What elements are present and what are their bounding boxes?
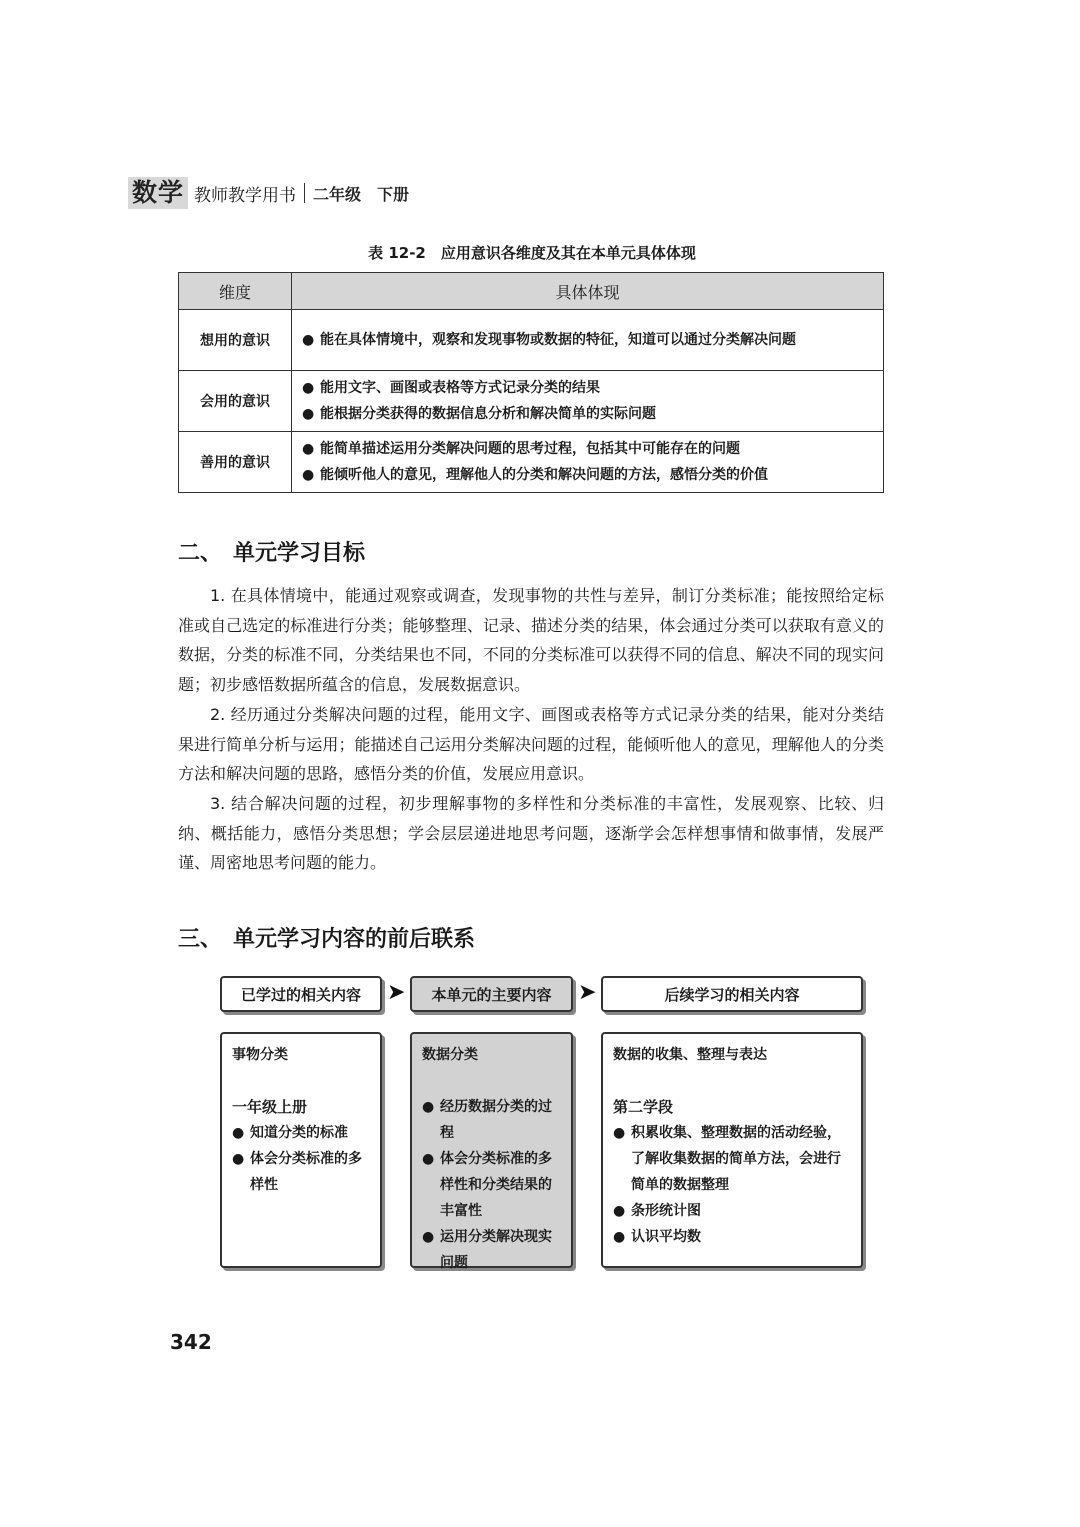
list-item: ● 运用分类解决现实问题 <box>422 1224 561 1276</box>
list-item: ● 能简单描述运用分类解决问题的思考过程，包括其中可能存在的问题 <box>302 436 873 462</box>
page-number: 342 <box>170 1330 212 1354</box>
bullet-icon: ● <box>422 1151 435 1167</box>
book-title: 教师教学用书 <box>194 185 297 206</box>
bullet-icon: ● <box>302 332 315 348</box>
list-item: ● 经历数据分类的过程 <box>422 1094 561 1146</box>
bullet-icon: ● <box>232 1125 245 1141</box>
bullet-icon: ● <box>613 1229 626 1245</box>
table-row <box>179 310 884 371</box>
list-item: ● 能在具体情境中，观察和发现事物或数据的特征，知道可以通过分类解决问题 <box>302 327 873 353</box>
bullet-icon: ● <box>613 1125 626 1141</box>
box-title: 数据的收集、整理与表达 <box>613 1047 767 1063</box>
dimension-name: 想用的意识 <box>179 310 292 371</box>
head-previous: 已学过的相关内容 <box>220 976 382 1012</box>
head-current: 本单元的主要内容 <box>410 976 573 1012</box>
dimension-table <box>178 272 884 493</box>
bullet-icon: ● <box>232 1151 245 1167</box>
grade-label: 二年级 <box>313 184 362 204</box>
objective-paragraph: 3. 结合解决问题的过程，初步理解事物的多样性和分类标准的丰富性，发展观察、比较、归纳、概括能力，感悟分类思想；学会层层递进地思考问题，逐渐学会怎样想事情和做事情，发展严谨、周密地思考问题的能力。 <box>178 794 884 872</box>
bullet-icon: ● <box>302 467 315 483</box>
running-header <box>128 176 409 210</box>
dimension-items <box>292 371 884 432</box>
section-title-connections: 三、 单元学习内容的前后联系 <box>178 927 476 952</box>
arrow-right-icon: ➤ <box>387 980 406 1005</box>
next-content-box <box>601 1032 863 1268</box>
list-item: ● 知道分类的标准 <box>232 1120 370 1146</box>
bullet-icon: ● <box>302 380 315 396</box>
dimension-name: 善用的意识 <box>179 432 292 493</box>
list-item: ● 认识平均数 <box>613 1224 851 1250</box>
list-item: ● 能倾听他人的意见，理解他人的分类和解决问题的方法，感悟分类的价值 <box>302 462 873 488</box>
table-row <box>179 371 884 432</box>
list-item: ● 能根据分类获得的数据信息分析和解决简单的实际问题 <box>302 401 873 427</box>
volume-label: 下册 <box>377 184 410 204</box>
list-item: ● 能用文字、画图或表格等方式记录分类的结果 <box>302 375 873 401</box>
objective-paragraph: 1. 在具体情境中，能通过观察或调查，发现事物的共性与差异，制订分类标准；能按照给定标准或自己选定的标准进行分类；能够整理、记录、描述分类的结果，体会通过分类可以获取有意义的数据，分类的标准不同，分类结果也不同，不同的分类标准可以获得不同的信息、解决不同的现实问题；初步感悟数据所蕴含的信息，发展数据意识。 <box>178 586 884 694</box>
col-dimension: 维度 <box>179 273 292 310</box>
dimension-items <box>292 432 884 493</box>
current-content-box <box>410 1032 573 1271</box>
list-item: ● 体会分类标准的多样性和分类结果的丰富性 <box>422 1146 561 1224</box>
box-subtitle: 一年级上册 <box>232 1098 308 1116</box>
dimension-name: 会用的意识 <box>179 371 292 432</box>
table-header-row <box>179 273 884 310</box>
table-caption: 表 12-2 应用意识各维度及其在本单元具体体现 <box>368 244 696 262</box>
box-subtitle: 第二学段 <box>613 1098 674 1116</box>
previous-content-box <box>220 1032 382 1268</box>
bullet-icon: ● <box>613 1203 626 1219</box>
header-divider <box>304 183 305 203</box>
objective-paragraph: 2. 经历通过分类解决问题的过程，能用文字、画图或表格等方式记录分类的结果，能对分类结果进行简单分析与运用；能描述自己运用分类解决问题的过程，能倾听他人的意见，理解他人的分类方法和解决问题的思路，感悟分类的价值，发展应用意识。 <box>178 705 884 783</box>
box-title: 数据分类 <box>422 1047 478 1063</box>
section-title-objectives: 二、 单元学习目标 <box>178 541 366 566</box>
bullet-icon: ● <box>302 441 315 457</box>
list-item: ● 积累收集、整理数据的活动经验，了解收集数据的简单方法，会进行简单的数据整理 <box>613 1120 851 1198</box>
dimension-items <box>292 310 884 371</box>
bullet-icon: ● <box>422 1229 435 1245</box>
table-row <box>179 432 884 493</box>
list-item: ● 条形统计图 <box>613 1198 851 1224</box>
book-logo: 数学 <box>128 177 188 209</box>
arrow-right-icon: ➤ <box>578 980 597 1005</box>
head-next: 后续学习的相关内容 <box>601 976 863 1012</box>
bullet-icon: ● <box>302 406 315 422</box>
col-manifestation: 具体体现 <box>292 273 884 310</box>
box-title: 事物分类 <box>232 1047 288 1063</box>
bullet-icon: ● <box>422 1099 435 1115</box>
list-item: ● 体会分类标准的多样性 <box>232 1146 370 1198</box>
